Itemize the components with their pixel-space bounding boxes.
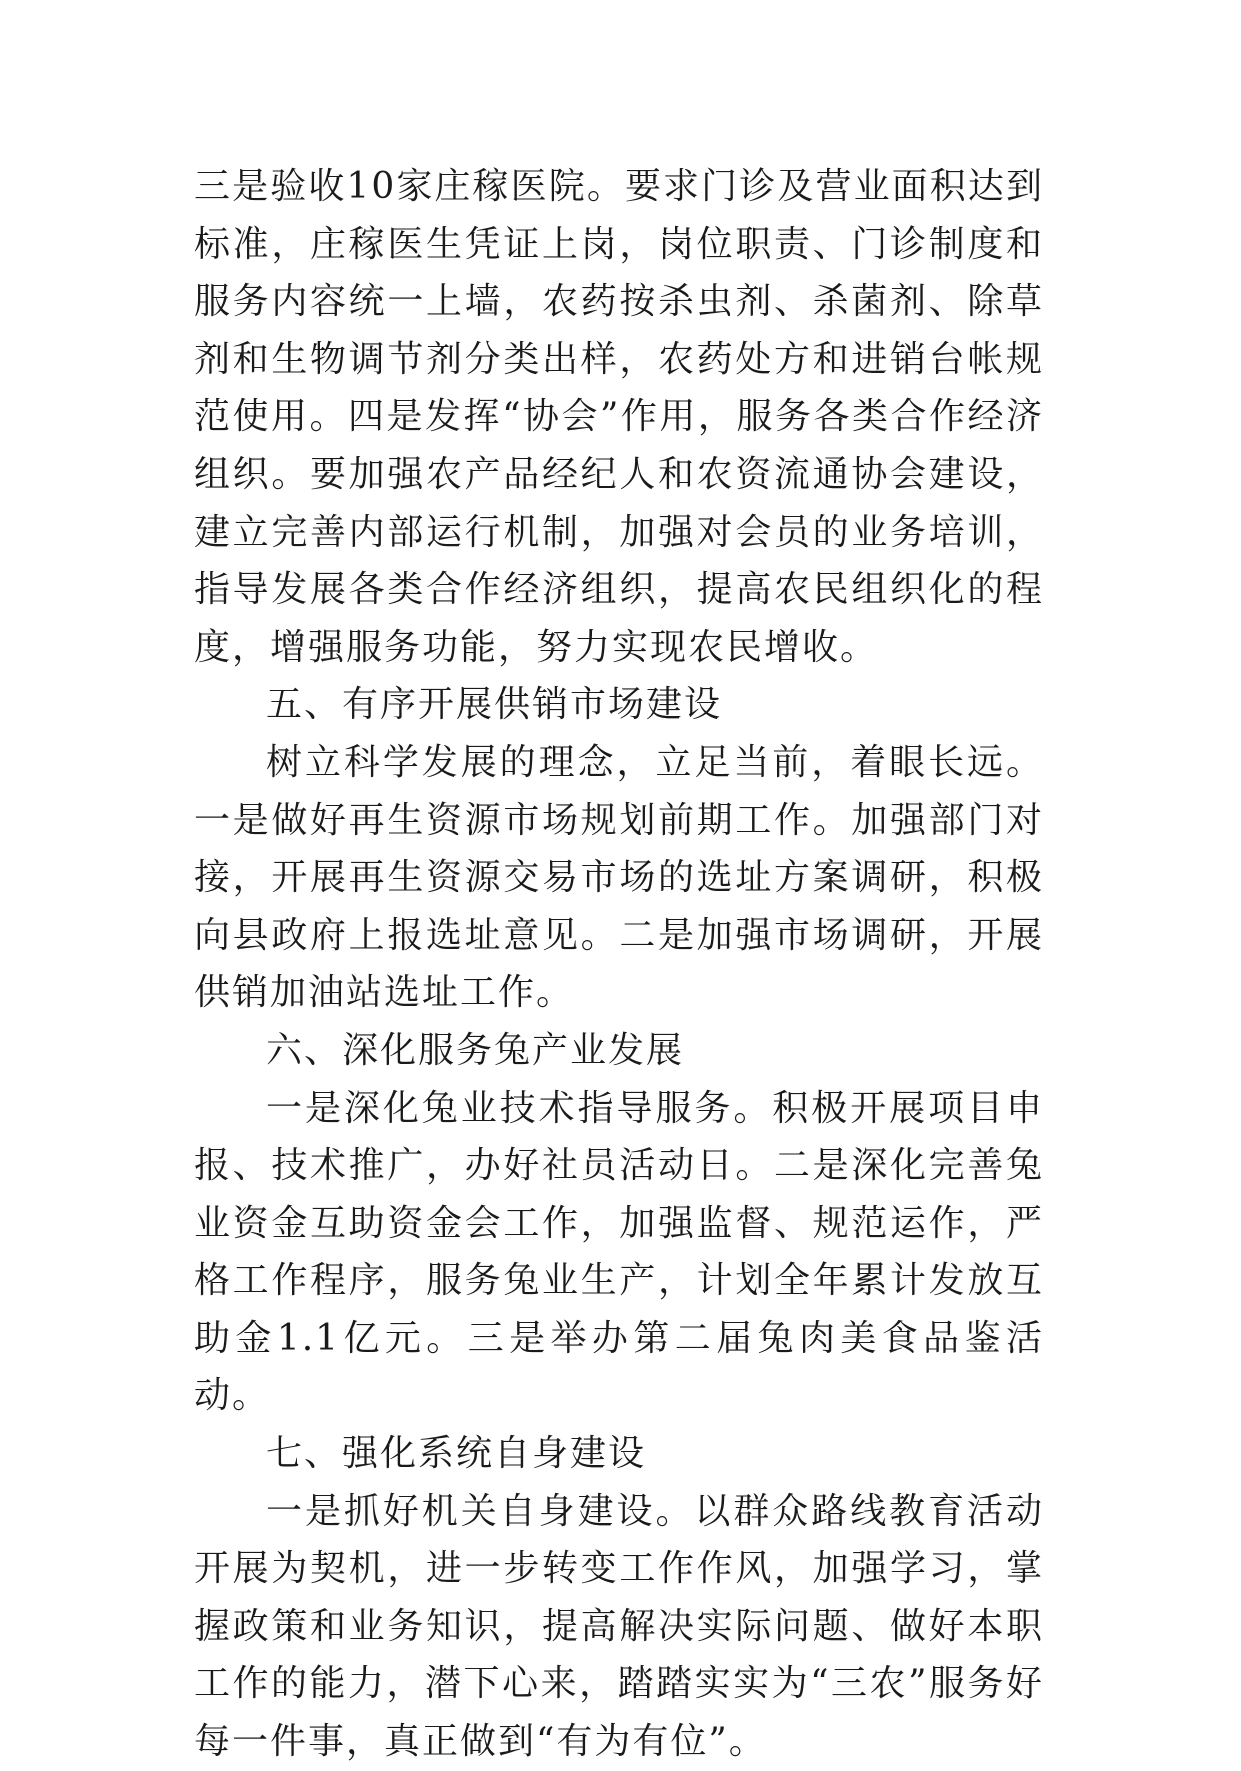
section-heading-6: 六、深化服务兔产业发展 [266, 1029, 685, 1071]
paragraph-section-5: 树立科学发展的理念，立足当前，着眼长远。一是做好再生资源市场规划前期工作。加强部门对接，开展再生资源交易市场的选址方案调研，积极向县政府上报选址意见。二是加强市场调研，开展供销加油站选址工作。 [194, 741, 1044, 1014]
document-body [194, 158, 1044, 1771]
paragraph-continued: 三是验收10家庄稼医院。要求门诊及营业面积达到标准，庄稼医生凭证上岗，岗位职责、门诊制度和服务内容统一上墙，农药按杀虫剂、杀菌剂、除草剂和生物调节剂分类出样，农药处方和进销台帐规范使用。四是发挥“协会”作用，服务各类合作经济组织。要加强农产品经纪人和农资流通协会建设，建立完善内部运行机制，加强对会员的业务培训，指导发展各类合作经济组织，提高农民组织化的程度，增强服务功能，努力实现农民增收。 [194, 166, 1044, 668]
paragraph-section-6: 一是深化兔业技术指导服务。积极开展项目申报、技术推广，办好社员活动日。二是深化完善兔业资金互助资金会工作，加强监督、规范运作，严格工作程序，服务兔业生产，计划全年累计发放互助金1.1亿元。三是举办第二届兔肉美食品鉴活动。 [194, 1087, 1044, 1417]
section-heading-5: 五、有序开展供销市场建设 [266, 684, 723, 726]
paragraph-section-7: 一是抓好机关自身建设。以群众路线教育活动开展为契机，进一步转变工作作风，加强学习，掌握政策和业务知识，提高解决实际问题、做好本职工作的能力，潜下心来，踏踏实实为“三农”服务好每一件事，真正做到“有为有位”。 [194, 1490, 1044, 1763]
section-heading-7: 七、强化系统自身建设 [266, 1433, 647, 1475]
